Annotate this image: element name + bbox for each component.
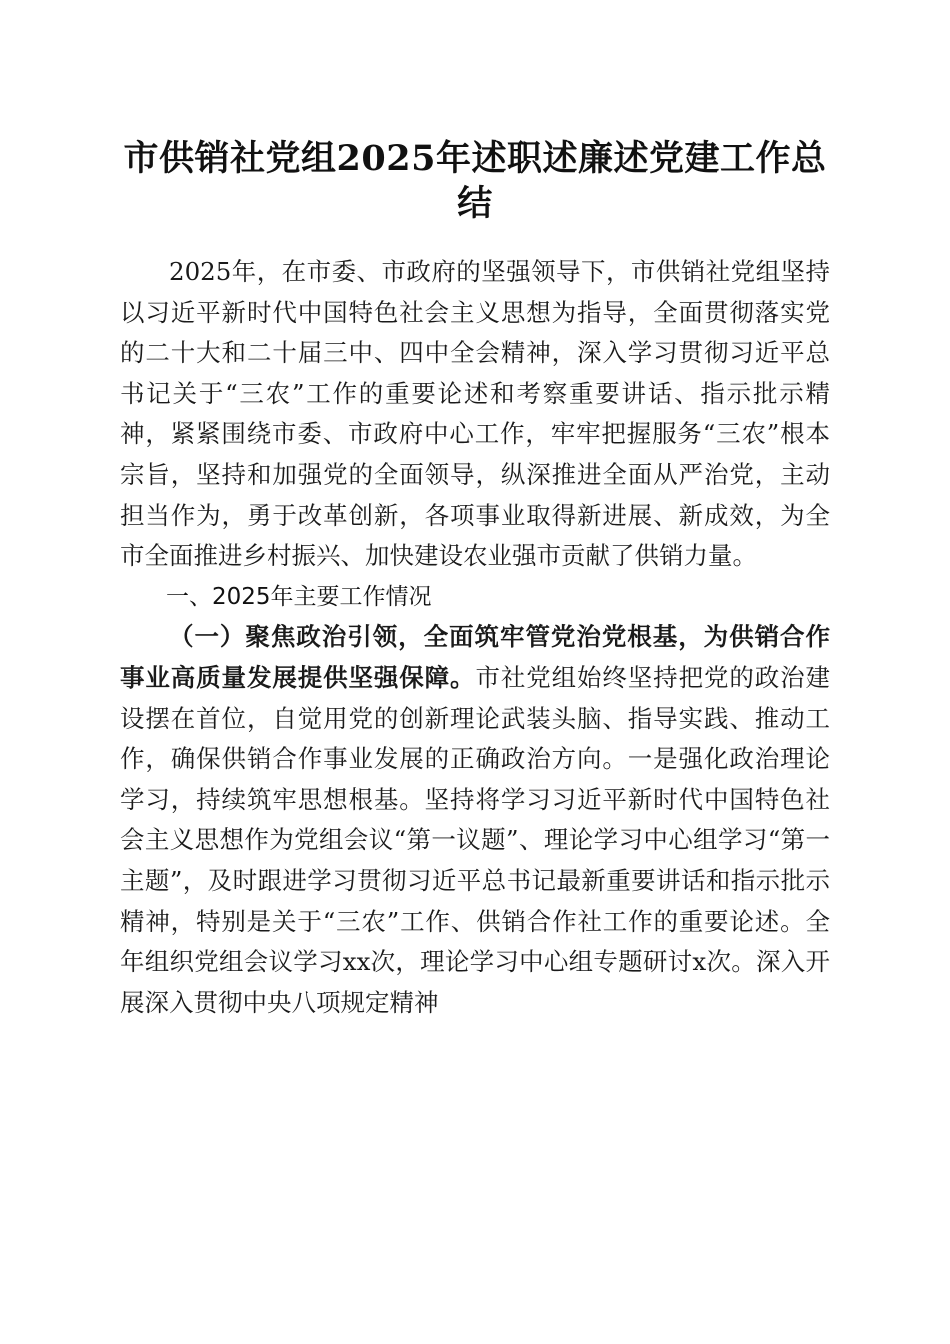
document-body [120,252,830,1023]
subsection-paragraph [120,617,830,1023]
document-title: 市供销社党组2025年述职述廉述党建工作总结 [123,138,827,224]
subsection-text: 市社党组始终坚持把党的政治建设摆在首位，自觉用党的创新理论武装头脑、指导实践、推动工作，确保供销合作事业发展的正确政治方向。一是强化政治理论学习，持续筑牢思想根基。坚持将学习习近平新时代中国特色社会主义思想作为党组会议“第一议题”、理论学习中心组学习“第一主题”，及时跟进学习贯彻习近平总书记最新重要讲话和指示批示精神，特别是关于“三农”工作、供销合作社工作的重要论述。全年组织党组会议学习xx次，理论学习中心组专题研讨x次。深入开展深入贯彻中央八项规定精神 [120,662,831,1017]
section-heading: 一、2025年主要工作情况 [166,583,432,610]
subsection-lead: （一）聚焦政治引领，全面筑牢管党治党根基，为供销合作事业高质量发展提供坚强保障。 [120,622,830,692]
intro-paragraph: 2025年，在市委、市政府的坚强领导下，市供销社党组坚持以习近平新时代中国特色社会主义思想为指导，全面贯彻落实党的二十大和二十届三中、四中全会精神，深入学习贯彻习近平总书记关于“三农”工作的重要论述和考察重要讲话、指示批示精神，紧紧围绕市委、市政府中心工作，牢牢把握服务“三农”根本宗旨，坚持和加强党的全面领导，纵深推进全面从严治党，主动担当作为，勇于改革创新，各项事业取得新进展、新成效，为全市全面推进乡村振兴、加快建设农业强市贡献了供销力量。 [120,257,830,571]
